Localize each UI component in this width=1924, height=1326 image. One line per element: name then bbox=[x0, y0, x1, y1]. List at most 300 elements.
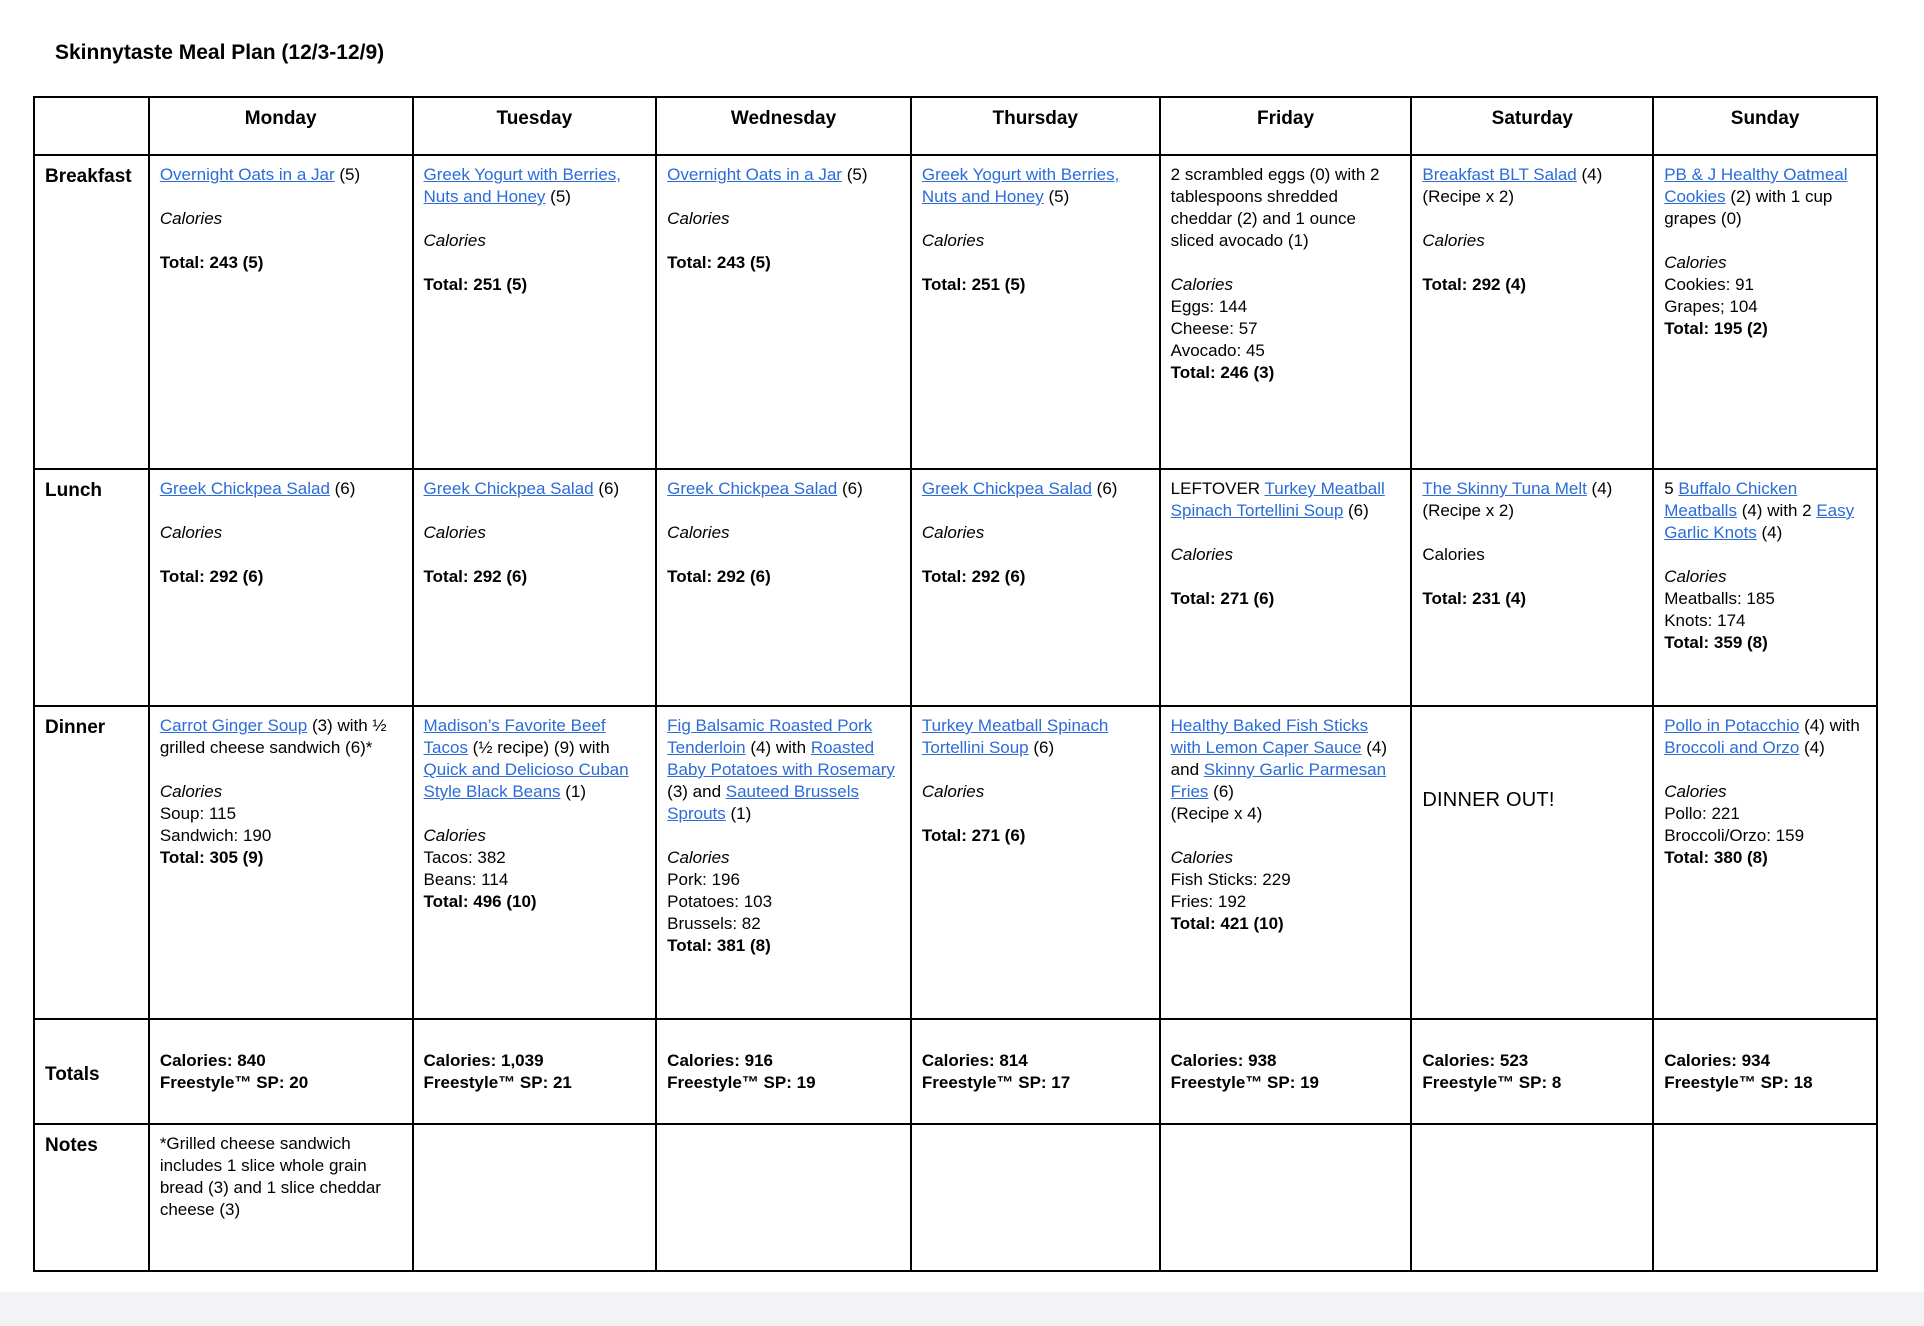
paragraph bbox=[667, 891, 900, 913]
paragraph bbox=[1664, 803, 1866, 825]
calories-label: Calories bbox=[667, 209, 730, 228]
paragraph bbox=[1171, 913, 1401, 935]
paragraph bbox=[1422, 208, 1642, 230]
paragraph bbox=[1664, 610, 1866, 632]
paragraph bbox=[1171, 340, 1401, 362]
row-label-breakfast: Breakfast bbox=[34, 155, 149, 469]
breakfast-cell-wednesday bbox=[656, 155, 911, 469]
meal-text: (4) bbox=[1576, 165, 1603, 184]
lunch-cell-sunday bbox=[1653, 469, 1877, 706]
calories-label: Calories bbox=[423, 231, 486, 250]
meal-text: (6) bbox=[1028, 738, 1055, 757]
total-text: Calories: 934 bbox=[1664, 1051, 1771, 1070]
meal-text: Grapes; 104 bbox=[1664, 297, 1758, 316]
paragraph bbox=[922, 803, 1149, 825]
table-row-dinner bbox=[34, 706, 1877, 1019]
recipe-link[interactable]: Greek Yogurt with Berries, Nuts and Honey bbox=[423, 165, 622, 206]
meal-text: (4) with bbox=[745, 738, 811, 757]
dinner-cell-wednesday bbox=[656, 706, 911, 1019]
page-title: Skinnytaste Meal Plan (12/3-12/9) bbox=[55, 41, 385, 64]
meal-text: DINNER OUT! bbox=[1422, 789, 1555, 811]
recipe-link[interactable]: Easy Garlic Knots bbox=[1664, 501, 1855, 542]
lunch-cell-saturday bbox=[1411, 469, 1653, 706]
meal-text: Cheese: 57 bbox=[1170, 319, 1258, 338]
recipe-link[interactable]: Broccoli and Orzo bbox=[1664, 738, 1800, 757]
calories-label: Calories bbox=[921, 231, 985, 250]
total-text: Freestyle™ SP: 20 bbox=[159, 1073, 309, 1092]
meal-text: Eggs: 144 bbox=[1170, 297, 1248, 316]
total-text: Total: 380 (8) bbox=[1664, 848, 1768, 867]
meal-text: (Recipe x 2) bbox=[1422, 501, 1515, 520]
total-text: Total: 271 (6) bbox=[1170, 589, 1275, 608]
total-text: Total: 292 (6) bbox=[667, 567, 771, 586]
lunch-cell-wednesday bbox=[656, 469, 911, 706]
paragraph bbox=[1664, 781, 1866, 803]
total-text: Freestyle™ SP: 17 bbox=[921, 1073, 1071, 1092]
totals-cell-monday bbox=[149, 1019, 413, 1124]
calories-label: Calories bbox=[1170, 848, 1234, 867]
meal-plan-table bbox=[33, 96, 1878, 1272]
meal-text: Knots: 174 bbox=[1664, 611, 1746, 630]
paragraph bbox=[1664, 252, 1866, 274]
paragraph bbox=[922, 781, 1149, 803]
meal-text: Avocado: 45 bbox=[1170, 341, 1265, 360]
paragraph bbox=[1664, 318, 1866, 340]
table-row-notes bbox=[34, 1124, 1877, 1271]
total-text: Total: 292 (6) bbox=[423, 567, 528, 586]
paragraph bbox=[160, 1133, 402, 1221]
paragraph bbox=[922, 478, 1149, 500]
recipe-link[interactable]: Overnight Oats in a Jar bbox=[667, 165, 842, 184]
paragraph bbox=[424, 500, 646, 522]
meal-text: 2 scrambled eggs (0) with 2 tablespoons shredded cheddar (2) and 1 ounce sliced avocado (1) bbox=[1170, 165, 1380, 250]
paragraph bbox=[667, 186, 900, 208]
recipe-link[interactable]: Greek Chickpea Salad bbox=[667, 479, 838, 498]
total-text: Calories: 916 bbox=[667, 1051, 774, 1070]
total-text: Calories: 1,039 bbox=[423, 1051, 544, 1070]
paragraph bbox=[667, 230, 900, 252]
paragraph bbox=[922, 1072, 1149, 1094]
paragraph bbox=[1171, 715, 1401, 803]
recipe-link[interactable]: Breakfast BLT Salad bbox=[1422, 165, 1577, 184]
calories-label: Calories bbox=[921, 523, 985, 542]
recipe-link[interactable]: Greek Yogurt with Berries, Nuts and Honey bbox=[921, 165, 1120, 206]
paragraph bbox=[1422, 522, 1642, 544]
paragraph bbox=[667, 913, 900, 935]
paragraph bbox=[424, 274, 646, 296]
breakfast-cell-saturday bbox=[1411, 155, 1653, 469]
paragraph bbox=[1422, 544, 1642, 566]
paragraph bbox=[160, 478, 402, 500]
breakfast-cell-monday bbox=[149, 155, 413, 469]
recipe-link[interactable]: Pollo in Potacchio bbox=[1664, 716, 1800, 735]
meal-text: (3) with ½ grilled cheese sandwich (6)* bbox=[159, 716, 387, 757]
dinner-cell-saturday bbox=[1411, 706, 1653, 1019]
total-text: Total: 251 (5) bbox=[423, 275, 528, 294]
row-label-totals: Totals bbox=[34, 1019, 149, 1124]
paragraph bbox=[424, 522, 646, 544]
paragraph bbox=[667, 935, 900, 957]
paragraph bbox=[1664, 230, 1866, 252]
total-text: Total: 496 (10) bbox=[423, 892, 537, 911]
paragraph bbox=[160, 208, 402, 230]
row-label-lunch: Lunch bbox=[34, 469, 149, 706]
notes-cell-monday bbox=[149, 1124, 413, 1271]
recipe-link[interactable]: Greek Chickpea Salad bbox=[921, 479, 1092, 498]
totals-cell-sunday bbox=[1653, 1019, 1877, 1124]
meal-text: (Recipe x 4) bbox=[1170, 804, 1263, 823]
recipe-link[interactable]: Healthy Baked Fish Sticks with Lemon Caper Sauce bbox=[1170, 716, 1369, 757]
paragraph bbox=[1664, 825, 1866, 847]
totals-cell-tuesday bbox=[413, 1019, 657, 1124]
recipe-link[interactable]: Carrot Ginger Soup bbox=[159, 716, 308, 735]
calories-label: Calories bbox=[159, 209, 223, 228]
paragraph bbox=[424, 478, 646, 500]
paragraph bbox=[1664, 164, 1866, 230]
meal-text: (4) bbox=[1586, 479, 1613, 498]
recipe-link[interactable]: PB & J Healthy Oatmeal Cookies bbox=[1664, 165, 1848, 206]
total-text: Total: 243 (5) bbox=[667, 253, 771, 272]
paragraph bbox=[424, 208, 646, 230]
lunch-cell-friday bbox=[1160, 469, 1412, 706]
paragraph bbox=[1171, 1050, 1401, 1072]
row-label-dinner: Dinner bbox=[34, 706, 149, 1019]
meal-text: (½ recipe) (9) with bbox=[467, 738, 610, 757]
totals-cell-saturday bbox=[1411, 1019, 1653, 1124]
total-text: Total: 292 (6) bbox=[159, 567, 264, 586]
paragraph bbox=[160, 544, 402, 566]
paragraph bbox=[1664, 566, 1866, 588]
header-row bbox=[34, 97, 1877, 155]
meal-text: Broccoli/Orzo: 159 bbox=[1664, 826, 1805, 845]
paragraph bbox=[424, 869, 646, 891]
meal-text: (6) bbox=[593, 479, 620, 498]
meal-text: Fries: 192 bbox=[1170, 892, 1247, 911]
paragraph bbox=[424, 252, 646, 274]
recipe-link[interactable]: The Skinny Tuna Melt bbox=[1422, 479, 1587, 498]
recipe-link[interactable]: Greek Chickpea Salad bbox=[159, 479, 330, 498]
paragraph bbox=[1664, 296, 1866, 318]
paragraph bbox=[1171, 847, 1401, 869]
paragraph bbox=[922, 715, 1149, 759]
paragraph bbox=[424, 891, 646, 913]
paragraph bbox=[667, 478, 900, 500]
recipe-link[interactable]: Sauteed Brussels Sprouts bbox=[667, 782, 860, 823]
paragraph bbox=[1171, 803, 1401, 825]
calories-label: Calories bbox=[1664, 253, 1727, 272]
total-text: Calories: 938 bbox=[1170, 1051, 1277, 1070]
recipe-link[interactable]: Greek Chickpea Salad bbox=[423, 479, 594, 498]
calories-label: Calories bbox=[1170, 275, 1234, 294]
paragraph bbox=[160, 847, 402, 869]
recipe-link[interactable]: Skinny Garlic Parmesan Fries bbox=[1170, 760, 1387, 801]
meal-text: (5) bbox=[1043, 187, 1070, 206]
total-text: Total: 381 (8) bbox=[667, 936, 771, 955]
day-header-friday: Friday bbox=[1160, 97, 1412, 155]
total-text: Total: 243 (5) bbox=[159, 253, 264, 272]
paragraph bbox=[424, 803, 646, 825]
meal-text: (6) bbox=[837, 479, 863, 498]
calories-label: Calories bbox=[1170, 545, 1234, 564]
paragraph bbox=[160, 781, 402, 803]
paragraph bbox=[424, 544, 646, 566]
notes-cell-thursday bbox=[911, 1124, 1160, 1271]
dinner-cell-thursday bbox=[911, 706, 1160, 1019]
paragraph bbox=[1171, 274, 1401, 296]
corner-cell bbox=[34, 97, 149, 155]
total-text: Calories: 814 bbox=[921, 1051, 1028, 1070]
paragraph bbox=[160, 164, 402, 186]
paragraph bbox=[1171, 362, 1401, 384]
lunch-cell-tuesday bbox=[413, 469, 657, 706]
calories-label: Calories bbox=[1664, 567, 1727, 586]
meal-plan-body bbox=[34, 155, 1877, 1271]
paragraph bbox=[922, 500, 1149, 522]
meal-text: Fish Sticks: 229 bbox=[1170, 870, 1291, 889]
meal-text: (4) with bbox=[1799, 716, 1860, 735]
total-text: Total: 195 (2) bbox=[1664, 319, 1768, 338]
breakfast-cell-friday bbox=[1160, 155, 1412, 469]
paragraph bbox=[424, 825, 646, 847]
paragraph bbox=[1422, 186, 1642, 208]
meal-text: Pork: 196 bbox=[667, 870, 740, 889]
paragraph bbox=[1171, 164, 1401, 252]
recipe-link[interactable]: Madison’s Favorite Beef Tacos bbox=[423, 716, 606, 757]
paragraph bbox=[160, 252, 402, 274]
calories-label: Calories bbox=[1664, 782, 1727, 801]
paragraph bbox=[1171, 252, 1401, 274]
total-text: Freestyle™ SP: 19 bbox=[667, 1073, 816, 1092]
total-text: Freestyle™ SP: 21 bbox=[423, 1073, 572, 1092]
total-text: Total: 421 (10) bbox=[1170, 914, 1284, 933]
dinner-cell-monday bbox=[149, 706, 413, 1019]
calories-label: Calories bbox=[159, 523, 223, 542]
paragraph bbox=[160, 230, 402, 252]
paragraph bbox=[1171, 318, 1401, 340]
day-header-monday: Monday bbox=[149, 97, 413, 155]
dinner-cell-sunday bbox=[1653, 706, 1877, 1019]
paragraph bbox=[1171, 1072, 1401, 1094]
paragraph bbox=[1422, 164, 1642, 186]
totals-cell-friday bbox=[1160, 1019, 1412, 1124]
paragraph bbox=[1664, 715, 1866, 759]
total-text: Total: 305 (9) bbox=[159, 848, 264, 867]
table-row-totals bbox=[34, 1019, 1877, 1124]
notes-cell-wednesday bbox=[656, 1124, 911, 1271]
meal-text: Soup: 115 bbox=[159, 804, 237, 823]
recipe-link[interactable]: Turkey Meatball Spinach Tortellini Soup bbox=[1170, 479, 1385, 520]
paragraph bbox=[160, 803, 402, 825]
meal-text: Sandwich: 190 bbox=[159, 826, 272, 845]
day-header-sunday: Sunday bbox=[1653, 97, 1877, 155]
paragraph bbox=[424, 164, 646, 208]
paragraph bbox=[667, 715, 900, 825]
paragraph bbox=[1664, 588, 1866, 610]
meal-text: (2) with 1 cup grapes (0) bbox=[1664, 187, 1833, 228]
paragraph bbox=[922, 1050, 1149, 1072]
paragraph bbox=[667, 164, 900, 186]
paragraph bbox=[922, 825, 1149, 847]
paragraph bbox=[424, 715, 646, 803]
paragraph bbox=[1422, 789, 1642, 811]
paragraph bbox=[424, 230, 646, 252]
total-text: Total: 292 (4) bbox=[1422, 275, 1526, 294]
calories-label: Calories bbox=[921, 782, 985, 801]
meal-text: (6) bbox=[329, 479, 356, 498]
paragraph bbox=[1664, 759, 1866, 781]
paragraph bbox=[1171, 478, 1401, 522]
lunch-cell-monday bbox=[149, 469, 413, 706]
meal-text: LEFTOVER bbox=[1170, 479, 1265, 498]
meal-text: Pollo: 221 bbox=[1664, 804, 1740, 823]
meal-text: (4) bbox=[1799, 738, 1825, 757]
paragraph bbox=[1171, 825, 1401, 847]
paragraph bbox=[1171, 588, 1401, 610]
paragraph bbox=[424, 1050, 646, 1072]
dinner-cell-tuesday bbox=[413, 706, 657, 1019]
meal-text: Cookies: 91 bbox=[1664, 275, 1754, 294]
totals-cell-wednesday bbox=[656, 1019, 911, 1124]
paragraph bbox=[1422, 1050, 1642, 1072]
meal-text: (5) bbox=[841, 165, 868, 184]
paragraph bbox=[1171, 296, 1401, 318]
recipe-link[interactable]: Overnight Oats in a Jar bbox=[159, 165, 335, 184]
paragraph bbox=[922, 544, 1149, 566]
paragraph bbox=[1422, 566, 1642, 588]
meal-text: Calories bbox=[1422, 545, 1485, 564]
paragraph bbox=[1171, 891, 1401, 913]
meal-text: (6) bbox=[1343, 501, 1369, 520]
paragraph bbox=[160, 1050, 402, 1072]
meal-text: 5 bbox=[1664, 479, 1679, 498]
calories-label: Calories bbox=[667, 848, 730, 867]
recipe-link[interactable]: Turkey Meatball Spinach Tortellini Soup bbox=[921, 716, 1109, 757]
meal-text: Tacos: 382 bbox=[423, 848, 506, 867]
notes-cell-tuesday bbox=[413, 1124, 657, 1271]
paragraph bbox=[922, 164, 1149, 208]
meal-text: *Grilled cheese sandwich includes 1 slice whole grain bread (3) and 1 slice cheddar cheese (3) bbox=[159, 1134, 381, 1219]
paragraph bbox=[1422, 274, 1642, 296]
row-label-notes: Notes bbox=[34, 1124, 149, 1271]
paragraph bbox=[1422, 1072, 1642, 1094]
paragraph bbox=[424, 566, 646, 588]
meal-text: (4) with 2 bbox=[1736, 501, 1817, 520]
paragraph bbox=[1664, 274, 1866, 296]
notes-cell-saturday bbox=[1411, 1124, 1653, 1271]
table-row-lunch bbox=[34, 469, 1877, 706]
total-text: Freestyle™ SP: 19 bbox=[1170, 1073, 1320, 1092]
day-header-wednesday: Wednesday bbox=[656, 97, 911, 155]
paragraph bbox=[1664, 847, 1866, 869]
paragraph bbox=[667, 1050, 900, 1072]
paragraph bbox=[160, 186, 402, 208]
paragraph bbox=[424, 1072, 646, 1094]
paragraph bbox=[1171, 566, 1401, 588]
recipe-link[interactable]: Buffalo Chicken Meatballs bbox=[1664, 479, 1798, 520]
paragraph bbox=[922, 274, 1149, 296]
meal-text: (4) and bbox=[1170, 738, 1388, 779]
paragraph bbox=[1171, 544, 1401, 566]
paragraph bbox=[667, 825, 900, 847]
paragraph bbox=[1422, 588, 1642, 610]
meal-text: (4) bbox=[1756, 523, 1783, 542]
calories-label: Calories bbox=[667, 523, 730, 542]
recipe-link[interactable]: Roasted Baby Potatoes with Rosemary bbox=[667, 738, 895, 779]
paragraph bbox=[160, 825, 402, 847]
paragraph bbox=[1664, 1072, 1866, 1094]
total-text: Calories: 840 bbox=[159, 1051, 266, 1070]
paragraph bbox=[1422, 478, 1642, 500]
paragraph bbox=[1664, 544, 1866, 566]
notes-cell-friday bbox=[1160, 1124, 1412, 1271]
meal-text: Beans: 114 bbox=[423, 870, 509, 889]
paragraph bbox=[667, 847, 900, 869]
calories-label: Calories bbox=[423, 826, 486, 845]
total-text: Freestyle™ SP: 18 bbox=[1664, 1073, 1813, 1092]
table-row-breakfast bbox=[34, 155, 1877, 469]
total-text: Total: 271 (6) bbox=[921, 826, 1026, 845]
paragraph bbox=[667, 869, 900, 891]
total-text: Calories: 523 bbox=[1422, 1051, 1529, 1070]
paragraph bbox=[667, 1072, 900, 1094]
total-text: Total: 246 (3) bbox=[1170, 363, 1275, 382]
paragraph bbox=[922, 208, 1149, 230]
paragraph bbox=[1422, 500, 1642, 522]
meal-text: (1) bbox=[560, 782, 587, 801]
meal-text: (5) bbox=[334, 165, 361, 184]
meal-text: Meatballs: 185 bbox=[1664, 589, 1775, 608]
totals-cell-thursday bbox=[911, 1019, 1160, 1124]
dinner-cell-friday bbox=[1160, 706, 1412, 1019]
calories-label: Calories bbox=[1422, 231, 1485, 250]
paragraph bbox=[1664, 478, 1866, 544]
paragraph bbox=[160, 500, 402, 522]
paragraph bbox=[667, 544, 900, 566]
calories-label: Calories bbox=[423, 523, 486, 542]
paragraph bbox=[922, 230, 1149, 252]
paragraph bbox=[1171, 869, 1401, 891]
paragraph bbox=[160, 759, 402, 781]
breakfast-cell-thursday bbox=[911, 155, 1160, 469]
recipe-link[interactable]: Quick and Delicioso Cuban Style Black Beans bbox=[423, 760, 629, 801]
day-header-thursday: Thursday bbox=[911, 97, 1160, 155]
breakfast-cell-tuesday bbox=[413, 155, 657, 469]
meal-text: Brussels: 82 bbox=[667, 914, 761, 933]
paragraph bbox=[922, 522, 1149, 544]
paragraph bbox=[1422, 252, 1642, 274]
meal-text: (5) bbox=[545, 187, 571, 206]
day-header-tuesday: Tuesday bbox=[413, 97, 657, 155]
paragraph bbox=[160, 522, 402, 544]
notes-cell-sunday bbox=[1653, 1124, 1877, 1271]
paragraph bbox=[922, 566, 1149, 588]
recipe-link[interactable]: Fig Balsamic Roasted Pork Tenderloin bbox=[667, 716, 873, 757]
meal-text: Potatoes: 103 bbox=[667, 892, 773, 911]
lunch-cell-thursday bbox=[911, 469, 1160, 706]
meal-text: (3) and bbox=[667, 782, 726, 801]
paragraph bbox=[1664, 1050, 1866, 1072]
meal-text: (6) bbox=[1091, 479, 1118, 498]
paragraph bbox=[667, 500, 900, 522]
paragraph bbox=[424, 847, 646, 869]
paragraph bbox=[160, 566, 402, 588]
calories-label: Calories bbox=[159, 782, 223, 801]
total-text: Total: 292 (6) bbox=[921, 567, 1026, 586]
meal-text: (1) bbox=[725, 804, 752, 823]
total-text: Freestyle™ SP: 8 bbox=[1422, 1073, 1562, 1092]
paragraph bbox=[667, 208, 900, 230]
paragraph bbox=[922, 252, 1149, 274]
